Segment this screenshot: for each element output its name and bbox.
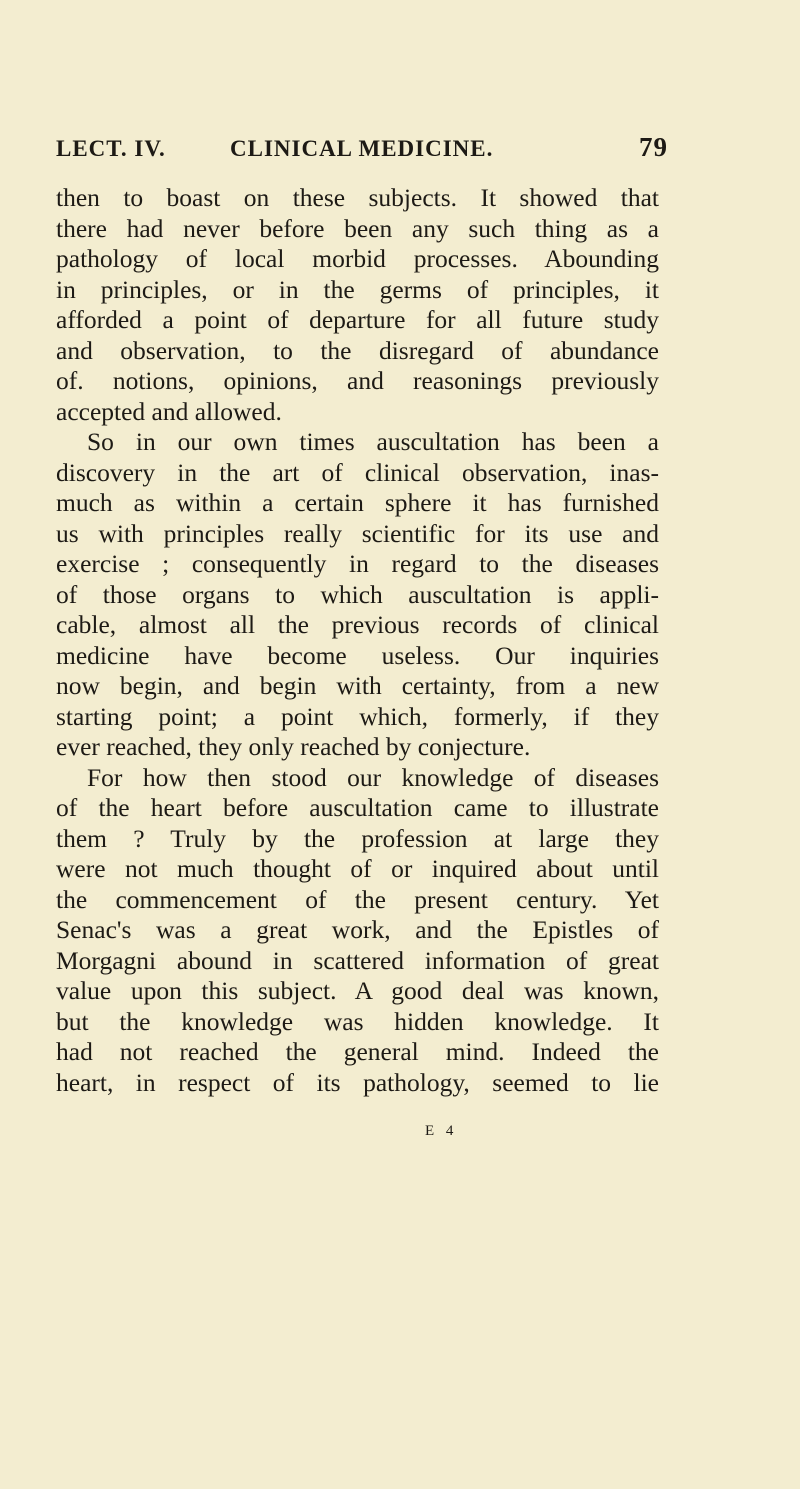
text-line: So in our own times auscultation has been a: [87, 427, 659, 456]
body-text: [56, 183, 659, 1098]
text-line: exercise ; consequently in regard to the diseases: [56, 549, 659, 578]
text-line: value upon this subject. A good deal was known,: [56, 976, 659, 1005]
text-line: cable, almost all the previous records of clinical: [56, 610, 659, 639]
page-number: 79: [639, 132, 668, 162]
text-line: ever reached, they only reached by conjecture.: [56, 732, 531, 761]
text-line: heart, in respect of its pathology, seemed to lie: [56, 1067, 659, 1097]
text-line: but the knowledge was hidden knowledge. It: [56, 1006, 659, 1036]
text-line: in principles, or in the germs of principles, it: [56, 274, 659, 304]
text-line: the commencement of the present century. Yet: [56, 884, 659, 914]
text-line: of. notions, opinions, and reasonings previously: [56, 366, 659, 395]
text-line: there had never before been any such thing as a: [56, 213, 659, 243]
text-line: and observation, to the disregard of abundance: [56, 335, 659, 365]
text-line: us with principles really scientific for its use and: [56, 518, 659, 548]
text-line: accepted and allowed.: [56, 396, 282, 426]
text-line: pathology of local morbid processes. Abounding: [56, 244, 659, 273]
signature-mark: E 4: [425, 1123, 458, 1139]
text-line: then to boast on these subjects. It showed that: [56, 183, 659, 212]
text-line: Senac's was a great work, and the Epistles of: [56, 915, 659, 944]
text-line: them ? Truly by the profession at large they: [56, 823, 659, 853]
text-line: were not much thought of or inquired about until: [56, 854, 659, 883]
text-line: medicine have become useless. Our inquiries: [56, 640, 659, 670]
text-line: now begin, and begin with certainty, from a new: [56, 671, 659, 700]
text-line: of those organs to which auscultation is appli-: [56, 579, 659, 609]
text-line: discovery in the art of clinical observation, inas-: [56, 457, 659, 487]
text-line: much as within a certain sphere it has furnished: [56, 488, 659, 517]
text-line: afforded a point of departure for all future study: [56, 305, 659, 334]
text-line: For how then stood our knowledge of diseases: [87, 762, 659, 792]
section-title: CLINICAL MEDICINE.: [230, 136, 494, 161]
text-line: had not reached the general mind. Indeed the: [56, 1037, 659, 1066]
text-line: starting point; a point which, formerly, if they: [56, 701, 659, 731]
lecture-label: LECT. IV.: [56, 136, 166, 161]
text-line: of the heart before auscultation came to illustrate: [56, 793, 659, 822]
text-line: Morgagni abound in scattered information of great: [56, 945, 659, 975]
